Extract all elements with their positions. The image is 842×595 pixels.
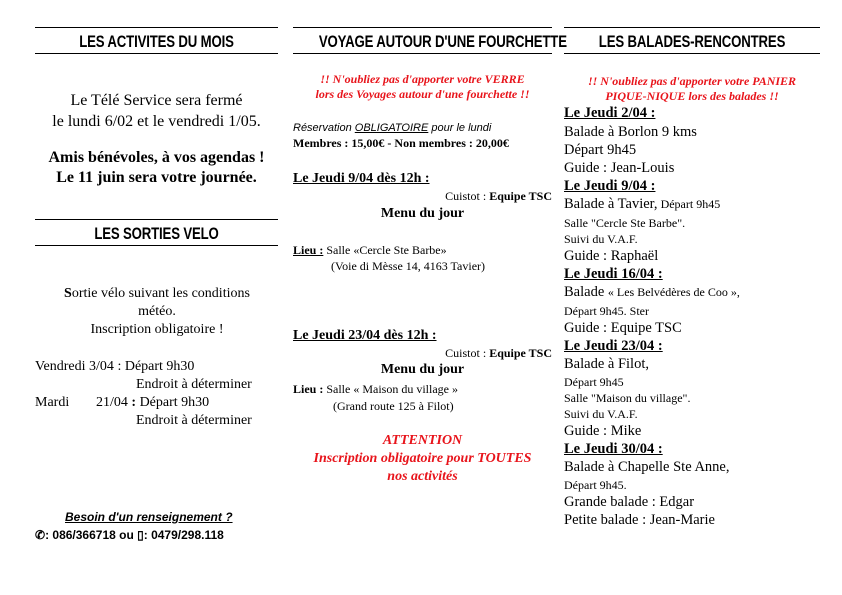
b5-date: Le Jeudi 30/04 : <box>564 441 663 457</box>
event2-address: (Grand route 125 à Filot) <box>333 399 454 413</box>
velo-line-2: météo. <box>138 304 176 319</box>
balades-reminder-1: !! N'oubliez pas d'apporter votre PANIER <box>587 74 797 88</box>
b2-walk-small: Départ 9h45 <box>657 197 721 211</box>
sortie-1-line <box>35 359 194 375</box>
voyage-top-rule <box>293 27 552 28</box>
b3-guide: Guide : Equipe TSC <box>564 320 682 336</box>
b4-salle: Salle "Maison du village". <box>564 391 691 405</box>
sortie-1-place: Endroit à déterminer <box>136 377 252 392</box>
b5-walk: Balade à Chapelle Ste Anne, <box>564 459 730 475</box>
agenda-line-2: Le 11 juin sera votre journée. <box>56 169 257 186</box>
agenda-line-1: Amis bénévoles, à vos agendas ! <box>48 149 265 166</box>
mobile-label: : 0479/298.118 <box>143 528 224 542</box>
b5-grande: Grande balade : Edgar <box>564 494 695 510</box>
voyage-title: VOYAGE AUTOUR D'UNE FOURCHETTE <box>318 33 567 51</box>
b3-walk-small: « Les Belvédères de Coo », <box>607 285 740 299</box>
b3-depart: Départ 9h45. Ster <box>564 304 649 318</box>
event2-cook-line <box>445 346 552 361</box>
balades-top-rule <box>564 27 820 28</box>
event1-lieu-line <box>293 243 447 258</box>
event1-address: (Voie di Mèsse 14, 4163 Tavier) <box>331 259 486 273</box>
event2-title: Le Jeudi 23/04 dès 12h : <box>293 328 437 343</box>
event2-lieu-label: Lieu : <box>293 382 324 396</box>
phone-icon: ✆ <box>35 528 46 542</box>
voyage-reminder-1: !! N'oubliez pas d'apporter votre VERRE <box>320 72 525 86</box>
sortie-2-line <box>96 395 209 411</box>
sortie-2-place: Endroit à déterminer <box>136 413 252 428</box>
balades-title: LES BALADES-RENCONTRES <box>598 33 786 51</box>
reservation-obligatoire: OBLIGATOIRE <box>354 122 429 134</box>
velo-line-1-text: ortie vélo suivant les conditions <box>71 286 250 301</box>
sortie-1-day: Vendredi 3/04 <box>35 359 114 374</box>
mobile-icon: ▯ <box>137 528 144 542</box>
sortie-1-time: Départ 9h30 <box>124 359 195 374</box>
event2-cook: Equipe TSC <box>489 346 552 360</box>
velo-line-3: Inscription obligatoire ! <box>90 322 224 337</box>
voyage-reminder-2: lors des Voyages autour d'une fourchette !! <box>315 87 530 101</box>
event1-title: Le Jeudi 9/04 dès 12h : <box>293 171 430 186</box>
event1-lieu: Salle «Cercle Ste Barbe» <box>323 243 447 257</box>
b2-suivi: Suivi du V.A.F. <box>564 232 638 246</box>
velo-bottom-rule <box>35 245 278 246</box>
attention-line-1: ATTENTION <box>382 433 463 448</box>
velo-top-rule <box>35 219 278 220</box>
event2-cook-label: Cuistot : <box>445 346 490 360</box>
b2-walk: Balade à Tavier, <box>564 196 658 212</box>
attention-line-2: Inscription obligatoire pour TOUTES <box>313 451 532 466</box>
event1-cook-label: Cuistot : <box>445 189 490 203</box>
info-title: Besoin d'un renseignement ? <box>65 510 233 524</box>
b4-depart: Départ 9h45 <box>564 375 624 389</box>
b4-walk: Balade à Filot, <box>564 356 649 372</box>
prices: Membres : 15,00€ - Non membres : 20,00€ <box>293 136 509 150</box>
b1-guide: Guide : Jean-Louis <box>564 160 675 176</box>
activites-top-rule <box>35 27 278 28</box>
event1-lieu-label: Lieu : <box>293 243 324 257</box>
b3-walk-line <box>564 284 834 301</box>
b2-walk-line <box>564 196 834 213</box>
activites-bottom-rule <box>35 53 278 54</box>
attention-line-3: nos activités <box>387 469 458 484</box>
b4-suivi: Suivi du V.A.F. <box>564 407 638 421</box>
balades-reminder-2: PIQUE-NIQUE lors des balades !! <box>605 89 779 103</box>
reservation-post: pour le lundi <box>428 122 492 134</box>
sortie-2-day: Mardi <box>35 395 70 410</box>
sortie-2-time: Départ 9h30 <box>139 395 210 410</box>
b3-date: Le Jeudi 16/04 : <box>564 266 663 282</box>
reservation-pre: Réservation <box>293 122 355 134</box>
event1-cook: Equipe TSC <box>489 189 552 203</box>
sortie-2-date: 21/04 <box>96 395 128 410</box>
contact-line <box>35 528 224 542</box>
b4-guide: Guide : Mike <box>564 423 642 439</box>
b1-walk: Balade à Borlon 9 kms <box>564 124 697 140</box>
b4-date: Le Jeudi 23/04 : <box>564 338 663 354</box>
event2-lieu: Salle « Maison du village » <box>323 382 458 396</box>
event2-lieu-line <box>293 382 458 397</box>
b2-date: Le Jeudi 9/04 : <box>564 178 656 194</box>
sortie-2-sep: : <box>127 395 140 410</box>
sortie-1-sep: : <box>113 359 125 374</box>
voyage-bottom-rule <box>293 53 552 54</box>
event1-menu: Menu du jour <box>380 206 465 221</box>
b5-petite: Petite balade : Jean-Marie <box>564 512 715 528</box>
velo-line-1 <box>22 286 292 302</box>
b2-salle: Salle "Cercle Ste Barbe". <box>564 216 686 230</box>
b2-guide: Guide : Raphaël <box>564 248 659 264</box>
b1-date: Le Jeudi 2/04 : <box>564 105 656 121</box>
event2-menu: Menu du jour <box>380 362 465 377</box>
event1-cook-line <box>445 189 552 204</box>
closure-line-1: Le Télé Service sera fermé <box>70 92 243 109</box>
reservation-line <box>293 122 491 134</box>
b3-walk: Balade <box>564 284 608 300</box>
velo-drop-letter: S <box>64 286 72 301</box>
closure-line-2: le lundi 6/02 et le vendredi 1/05. <box>52 113 261 130</box>
phone-label: : 086/366718 ou <box>45 528 134 542</box>
velo-title: LES SORTIES VELO <box>94 225 219 243</box>
activites-title: LES ACTIVITES DU MOIS <box>79 33 234 51</box>
b1-depart: Départ 9h45 <box>564 142 637 158</box>
b5-depart: Départ 9h45. <box>564 478 627 492</box>
balades-bottom-rule <box>564 53 820 54</box>
